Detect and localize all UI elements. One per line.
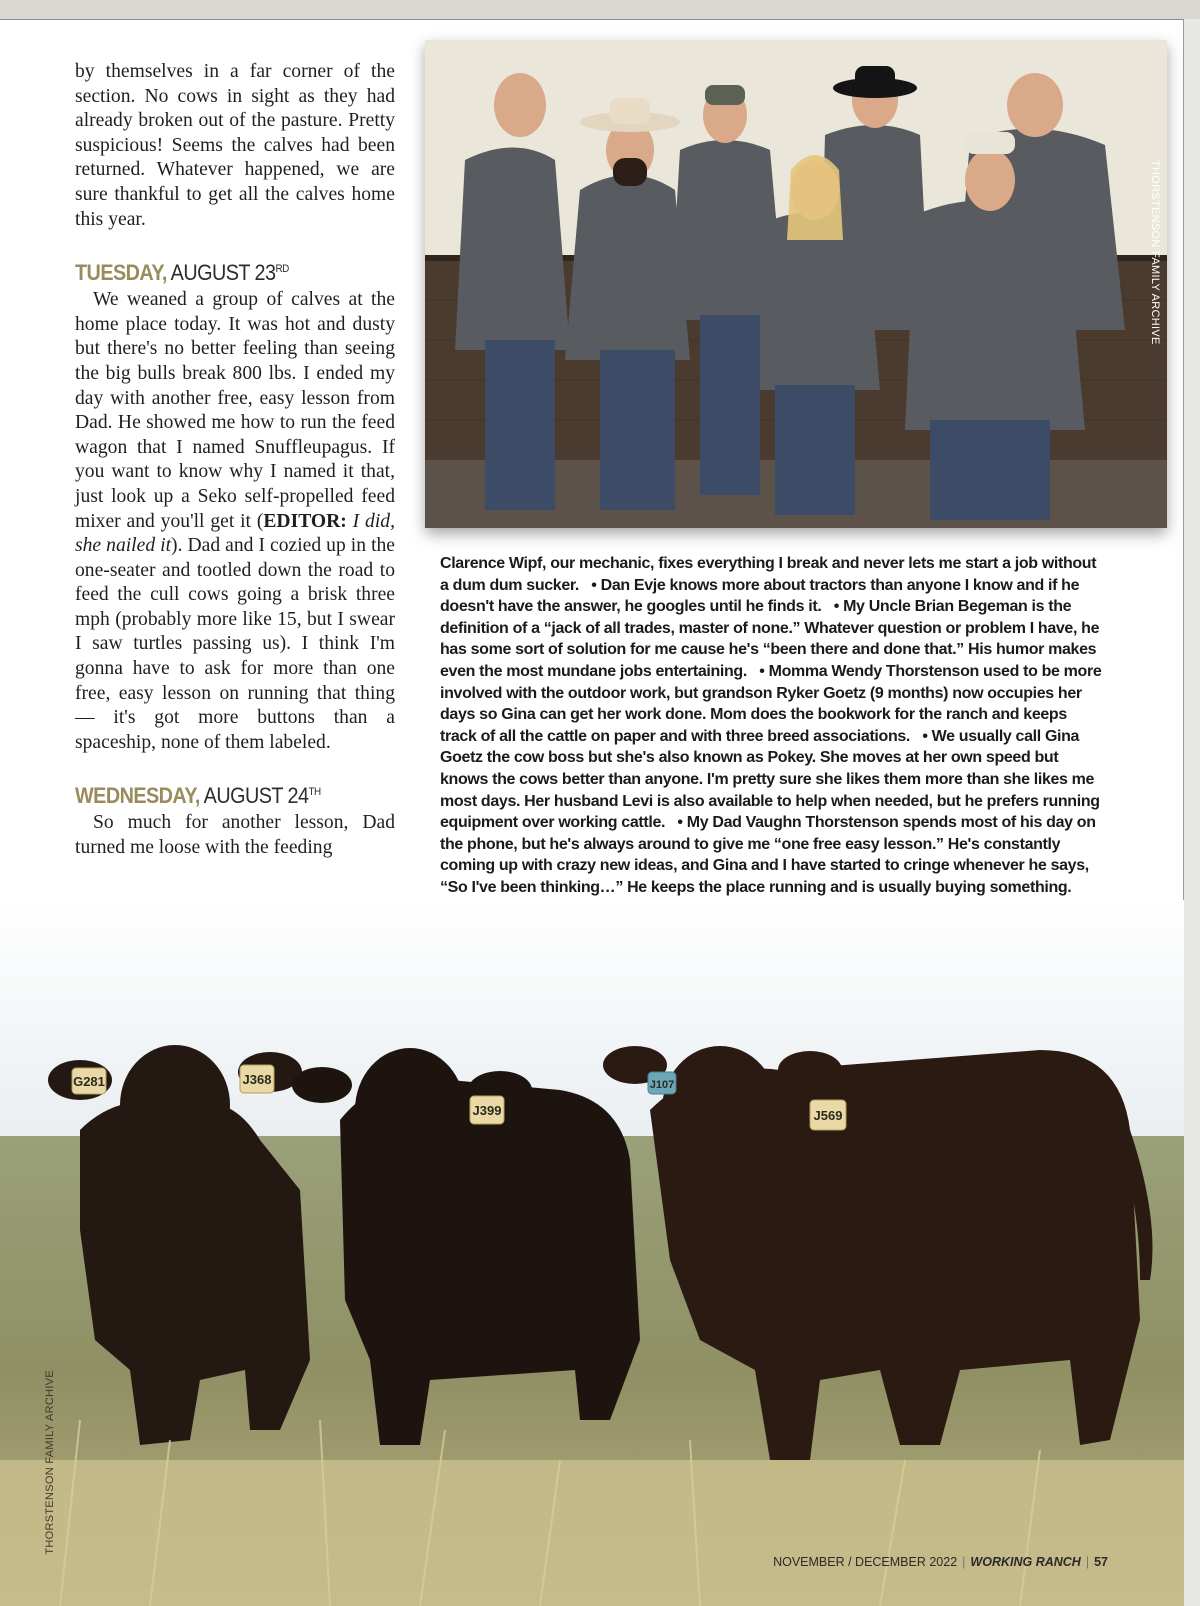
page-top-edge — [0, 0, 1200, 20]
caption-entry: • My Dad Vaughn Thorstenson spends most of his day on the phone, but he's always around to give me “one free easy lesson.” He's constantly coming up with crazy new ideas, and Gina and I have started to cringe whenever he says, “So I've been thinking…” He keeps the place running and is usually buying something. — [440, 814, 1096, 896]
caption-entry: • We usually call Gina Goetz the cow boss but she's also known as Pokey. She moves at her own speed but knows the cows better than anyone. I'm pretty sure she likes them more than she likes me most days. Her husband Levi is also available to help when needed, but he prefers running equipment over working cattle. — [440, 728, 1100, 831]
issue-date: NOVEMBER / DECEMBER 2022 — [773, 1555, 958, 1569]
ear-tag-label: J368 — [242, 1072, 272, 1087]
day-heading-tuesday — [75, 256, 363, 286]
photo-caption — [440, 553, 1105, 899]
day-name: WEDNESDAY, — [75, 783, 200, 809]
day-date: AUGUST 23 — [170, 260, 276, 286]
ear-tag-label: J399 — [472, 1103, 502, 1118]
date-suffix: RD — [275, 263, 289, 276]
group-photo-illustration — [425, 40, 1167, 528]
caption-entry: • My Uncle Brian Begeman is the definition of a “jack of all trades, master of none.” Whatever question or problem I have, he has some sort of solution for me cause he's “been there and done that.” His humor makes even the most mundane jobs entertaining. — [440, 598, 1099, 680]
caption-entry: • Dan Evje knows more about tractors than anyone I know and if he doesn't have the answer, he googles until he finds it. — [440, 577, 1079, 616]
cattle-photo-credit: THORSTENSON FAMILY ARCHIVE — [44, 1370, 56, 1555]
page-right-edge — [1183, 19, 1200, 1606]
cattle-photo-illustration — [0, 900, 1184, 1606]
footer-separator: | — [962, 1555, 966, 1569]
day-date: AUGUST 24 — [203, 783, 309, 809]
page-number: 57 — [1094, 1555, 1108, 1569]
group-photo — [425, 40, 1167, 528]
page-footer — [773, 1555, 1108, 1569]
magazine-name: WORKING RANCH — [970, 1555, 1081, 1569]
day-name: TUESDAY, — [75, 260, 167, 286]
day-heading-wednesday — [75, 779, 363, 809]
left-text-column — [75, 60, 395, 861]
ear-tag-label: J107 — [649, 1079, 675, 1091]
footer-separator: | — [1085, 1555, 1090, 1569]
intro-paragraph: by themselves in a far corner of the section. No cows in sight as they had already broken out of the pasture. Pretty suspicious! Seems the calves had been returned. Whatever happened, we are sure thankful to get all the calves home this year. — [75, 61, 395, 230]
editor-note: I did, she nailed it — [75, 510, 395, 557]
date-suffix: TH — [308, 786, 321, 799]
caption-entry: Clarence Wipf, our mechanic, fixes everything I break and never lets me start a job without a dum dum sucker. — [440, 555, 1097, 594]
wednesday-paragraph: So much for another lesson, Dad turned me loose with the feeding — [75, 812, 395, 859]
cattle-photo — [0, 900, 1184, 1606]
ear-tag-label: J569 — [813, 1108, 843, 1123]
group-photo-credit: THORSTENSON FAMILY ARCHIVE — [1149, 160, 1161, 345]
caption-entry: • Momma Wendy Thorstenson used to be more involved with the outdoor work, but grandson Ryker Goetz (9 months) now occupies her days so Gina can get her work done. Mom does the bookwork for the ranch and keeps track of all the cattle on paper and with three breed associations. — [440, 663, 1101, 745]
tuesday-text-part1: We weaned a group of calves at the home place today. It was hot and dusty but there's no better feeling than seeing the big bulls break 800 lbs. I ended my day with another free, easy lesson from Dad. He showed me how to run the feed wagon that I named Snuffleupagus. If you want to know why I named it that, just look up a Seko self-propelled feed mixer and you'll get it ( — [75, 289, 395, 532]
tuesday-paragraph — [75, 288, 395, 755]
editor-label: EDITOR: — [263, 510, 347, 532]
tuesday-text-part2: ). Dad and I cozied up in the one-seater and tootled down the road to feed the cull cows going a brisk three mph (probably more like 15, but I swear I saw turtles passing us). I think I'm gonna have to ask for more than one free, easy lesson on running that thing — it's got more buttons than a spaceship, none of them labeled. — [75, 535, 396, 753]
ear-tag-label: G281 — [73, 1074, 105, 1089]
